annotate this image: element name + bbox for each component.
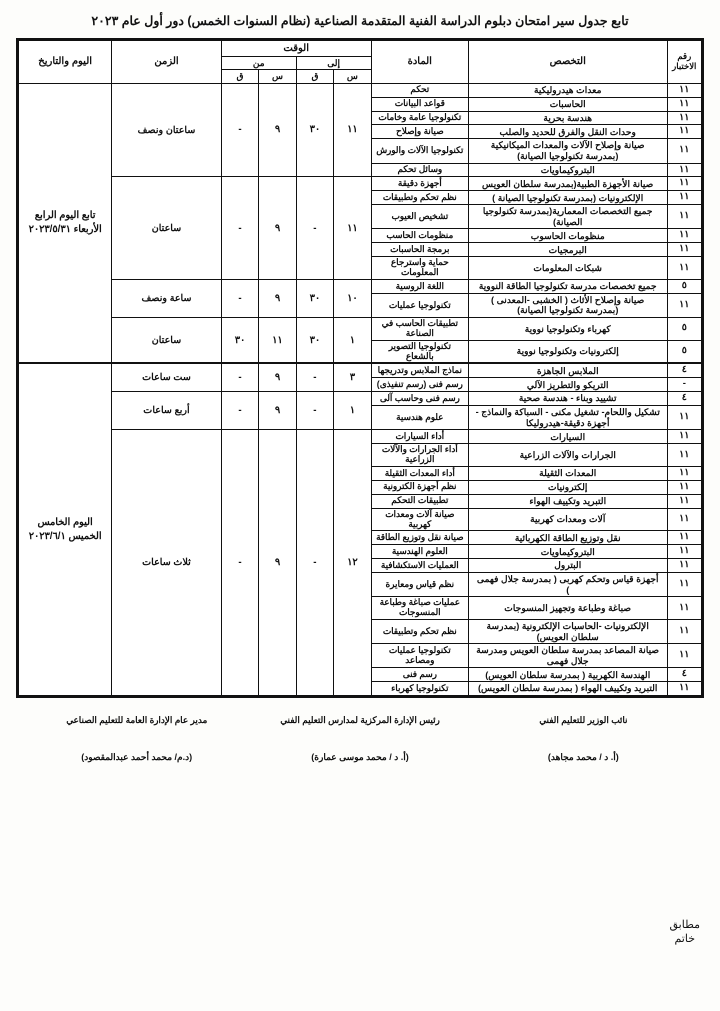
signature-title-2: نائب الوزير للتعليم الفني <box>539 715 628 726</box>
header-duration: الزمن <box>112 40 221 83</box>
cell-serial: ١١ <box>667 243 701 257</box>
cell-to-min: - <box>296 392 333 430</box>
cell-serial: ١١ <box>667 293 701 317</box>
cell-subject: صيانة نقل وتوزيع الطاقة <box>371 531 468 545</box>
cell-serial: ١١ <box>667 559 701 573</box>
signature-block-2 <box>475 712 692 766</box>
cell-subject: أداء المعدات الثقيلة <box>371 466 468 480</box>
cell-from-hour: ٩ <box>259 279 296 317</box>
cell-subject: تحكم <box>371 83 468 97</box>
cell-subject: العمليات الاستكشافية <box>371 559 468 573</box>
cell-to-min: - <box>296 177 333 280</box>
cell-subject: نظم قياس ومعايرة <box>371 573 468 597</box>
cell-specialization: الهندسة الكهربية ( بمدرسة سلطان العويس) <box>468 668 667 682</box>
cell-specialization: إلكترونيات <box>468 480 667 494</box>
table-head <box>19 40 702 83</box>
cell-serial: ١١ <box>667 205 701 229</box>
cell-from-min: - <box>221 83 258 177</box>
cell-to-min: ٣٠ <box>296 318 333 364</box>
cell-specialization: تشييد وبناء - هندسة صحية <box>468 392 667 406</box>
cell-duration: ساعتان ونصف <box>112 83 221 177</box>
cell-subject: نظم تحكم وتطبيقات <box>371 191 468 205</box>
cell-subject: تكنولوجيا التصوير بالشعاع <box>371 340 468 363</box>
cell-specialization: شبكات المعلومات <box>468 257 667 280</box>
header-from-min: ق <box>221 70 258 83</box>
cell-subject: وسائل تحكم <box>371 163 468 177</box>
cell-specialization: صيانة وإصلاح الأثاث ( الخشبى -المعدنى ) (بمدرسة تكنولوجيا الصيانة) <box>468 293 667 317</box>
cell-serial: ١١ <box>667 257 701 280</box>
cell-serial: ١١ <box>667 139 701 163</box>
cell-serial: - <box>667 378 701 392</box>
header-specialization: التخصص <box>468 40 667 83</box>
cell-from-min: - <box>221 392 258 430</box>
cell-serial: ١١ <box>667 111 701 125</box>
header-subject: المادة <box>371 40 468 83</box>
table-row <box>19 392 702 406</box>
page-title: تابع جدول سير امتحان دبلوم الدراسة الفنية المتقدمة الصناعية (نظام السنوات الخمس) دور أول عام ٢٠٢٣ <box>91 14 629 28</box>
cell-specialization: المعدات الثقيلة <box>468 466 667 480</box>
header-time-from: من <box>221 57 296 70</box>
cell-specialization: آلات ومعدات كهربية <box>468 508 667 531</box>
cell-serial: ١١ <box>667 406 701 430</box>
cell-from-hour: ٩ <box>259 430 296 696</box>
cell-serial: ١١ <box>667 573 701 597</box>
header-time: الوقت <box>221 40 371 57</box>
signature-block-1 <box>251 712 468 766</box>
cell-from-hour: ١١ <box>259 318 296 364</box>
table-row <box>19 318 702 341</box>
cell-serial: ١١ <box>667 83 701 97</box>
cell-specialization: منظومات الحاسوب <box>468 229 667 243</box>
cell-specialization: أجهزة قياس وتحكم كهربى ( بمدرسة جلال فهمى ) <box>468 573 667 597</box>
header-to-hour: س <box>334 70 371 83</box>
cell-subject: تكنولوجيا عامة وخامات <box>371 111 468 125</box>
cell-to-hour: ١٠ <box>334 279 371 317</box>
cell-day: اليوم الخامس الخميس ٢٠٢٣/٦/١ <box>19 363 112 695</box>
cell-duration: ثلاث ساعات <box>112 430 221 696</box>
cell-serial: ١١ <box>667 597 701 620</box>
cell-subject: رسم فنى وحاسب آلى <box>371 392 468 406</box>
cell-day: تابع اليوم الرابع الأربعاء ٢٠٢٣/٥/٣١ <box>19 83 112 363</box>
cell-subject: صيانة آلات ومعدات كهربية <box>371 508 468 531</box>
signature-block-0 <box>28 712 245 766</box>
cell-duration: ست ساعات <box>112 363 221 391</box>
cell-to-min: ٣٠ <box>296 83 333 177</box>
cell-duration: ساعتان <box>112 177 221 280</box>
table-row <box>19 177 702 191</box>
cell-to-min: - <box>296 363 333 391</box>
cell-subject: أداء الجرارات والآلات الزراعية <box>371 444 468 467</box>
stamp-line-1: مطابق <box>669 919 700 931</box>
cell-subject: أجهزة دقيقة <box>371 177 468 191</box>
cell-specialization: الحاسبات <box>468 97 667 111</box>
cell-subject: نماذج الملابس وتدريجها <box>371 363 468 377</box>
cell-serial: ١١ <box>667 430 701 444</box>
cell-specialization: تشكيل واللحام- تشغيل مكنى - السباكة والنماذج - أجهزة دقيقة-هيدروليكا <box>468 406 667 430</box>
cell-from-hour: ٩ <box>259 392 296 430</box>
cell-serial: ٤ <box>667 363 701 377</box>
cell-serial: ١١ <box>667 531 701 545</box>
cell-specialization: صباغة وطباعة وتجهيز المنسوجات <box>468 597 667 620</box>
cell-serial: ١١ <box>667 163 701 177</box>
cell-subject: تكنولوجيا عمليات ومصاعد <box>371 644 468 668</box>
cell-from-min: - <box>221 363 258 391</box>
header-to-min: ق <box>296 70 333 83</box>
cell-specialization: نقل وتوزيع الطاقة الكهربائية <box>468 531 667 545</box>
cell-specialization: البتروكيماويات <box>468 163 667 177</box>
cell-to-hour: ١٢ <box>334 430 371 696</box>
cell-specialization: هندسة بحرية <box>468 111 667 125</box>
cell-subject: نظم تحكم وتطبيقات <box>371 620 468 644</box>
cell-specialization: صيانة الأجهزة الطبية(بمدرسة سلطان العويس <box>468 177 667 191</box>
cell-from-min: - <box>221 430 258 696</box>
cell-specialization: التبريد وتكييف الهواء <box>468 494 667 508</box>
header-from-hour: س <box>259 70 296 83</box>
signature-title-0: مدير عام الإدارة العامة للتعليم الصناعي <box>66 715 208 726</box>
cell-serial: ١١ <box>667 620 701 644</box>
cell-serial: ١١ <box>667 644 701 668</box>
cell-from-hour: ٩ <box>259 177 296 280</box>
cell-specialization: صيانة المصاعد بمدرسة سلطان العويس ومدرسة جلال فهمى <box>468 644 667 668</box>
cell-subject: أداء السيارات <box>371 430 468 444</box>
table-header-row-1 <box>19 40 702 57</box>
cell-serial: ١١ <box>667 229 701 243</box>
cell-specialization: معدات هيدروليكية <box>468 83 667 97</box>
cell-duration: أربع ساعات <box>112 392 221 430</box>
cell-subject: حماية واسترجاع المعلومات <box>371 257 468 280</box>
exam-schedule-table <box>18 40 702 697</box>
cell-subject: برمجة الحاسبات <box>371 243 468 257</box>
cell-serial: ٥ <box>667 279 701 293</box>
cell-specialization: الملابس الجاهزة <box>468 363 667 377</box>
cell-subject: علوم هندسية <box>371 406 468 430</box>
cell-from-hour: ٩ <box>259 363 296 391</box>
cell-specialization: البتروكيماويات <box>468 545 667 559</box>
table-row <box>19 363 702 377</box>
cell-subject: اللغة الروسية <box>371 279 468 293</box>
cell-subject: تطبيقات التحكم <box>371 494 468 508</box>
signature-name-0: (د.م/ محمد أحمد عبدالمقصود) <box>81 751 193 762</box>
cell-subject: قواعد البيانات <box>371 97 468 111</box>
cell-to-min: ٣٠ <box>296 279 333 317</box>
signature-title-1: رئيس الإدارة المركزية لمدارس التعليم الفني <box>280 715 440 726</box>
cell-serial: ١١ <box>667 97 701 111</box>
cell-to-hour: ١١ <box>334 83 371 177</box>
cell-serial: ١١ <box>667 177 701 191</box>
header-time-to: إلى <box>296 57 371 70</box>
cell-subject: نظم أجهزة الكترونية <box>371 480 468 494</box>
cell-serial: ١١ <box>667 545 701 559</box>
cell-from-min: - <box>221 279 258 317</box>
header-serial: رقم الاختبار <box>667 40 701 83</box>
cell-to-hour: ١ <box>334 318 371 364</box>
cell-serial: ١١ <box>667 125 701 139</box>
cell-specialization: السيارات <box>468 430 667 444</box>
table-body <box>19 83 702 696</box>
cell-to-hour: ١ <box>334 392 371 430</box>
cell-duration: ساعة ونصف <box>112 279 221 317</box>
cell-serial: ١١ <box>667 466 701 480</box>
stamp-line-2: خاتم <box>674 933 696 946</box>
cell-subject: تشخيص العيوب <box>371 205 468 229</box>
signature-row <box>28 712 692 766</box>
cell-specialization: الإلكترونيات -الحاسبات الإلكترونية (بمدرسة سلطان العويس) <box>468 620 667 644</box>
cell-subject: صيانة وإصلاح <box>371 125 468 139</box>
cell-specialization: الإلكترونيات (بمدرسة تكنولوجيا الصيانة ) <box>468 191 667 205</box>
cell-to-hour: ٣ <box>334 363 371 391</box>
cell-subject: تكنولوجيا الآلات والورش <box>371 139 468 163</box>
cell-subject: منظومات الحاسب <box>371 229 468 243</box>
cell-subject: تكنولوجيا عمليات <box>371 293 468 317</box>
cell-specialization: التبريد وتكييف الهواء ( بمدرسة سلطان العويس) <box>468 682 667 696</box>
cell-subject: تكنولوجيا كهرباء <box>371 682 468 696</box>
cell-serial: ٤ <box>667 392 701 406</box>
cell-subject: رسم فنى (رسم تنفيذى) <box>371 378 468 392</box>
cell-serial: ١١ <box>667 191 701 205</box>
cell-serial: ٤ <box>667 668 701 682</box>
header-day: اليوم والتاريخ <box>19 40 112 83</box>
official-stamp <box>669 918 700 947</box>
cell-subject: رسم فنى <box>371 668 468 682</box>
cell-specialization: البترول <box>468 559 667 573</box>
exam-schedule-table-wrapper <box>16 38 704 699</box>
cell-serial: ١١ <box>667 682 701 696</box>
cell-serial: ١١ <box>667 480 701 494</box>
cell-subject: العلوم الهندسية <box>371 545 468 559</box>
cell-specialization: جميع تخصصات مدرسة تكنولوجيا الطاقة النووية <box>468 279 667 293</box>
cell-to-min: - <box>296 430 333 696</box>
cell-serial: ١١ <box>667 444 701 467</box>
signature-name-2: (أ. د / محمد مجاهد) <box>547 751 619 762</box>
cell-serial: ٥ <box>667 340 701 363</box>
cell-specialization: البرمجيات <box>468 243 667 257</box>
signature-name-1: (أ. د / محمد موسى عمارة) <box>311 751 409 762</box>
cell-specialization: جميع التخصصات المعمارية(بمدرسة تكنولوجيا الصيانة) <box>468 205 667 229</box>
cell-subject: تطبيقات الحاسب في الصناعة <box>371 318 468 341</box>
cell-specialization: كهرباء وتكنولوجيا نووية <box>468 318 667 341</box>
cell-to-hour: ١١ <box>334 177 371 280</box>
table-row <box>19 83 702 97</box>
cell-from-min: - <box>221 177 258 280</box>
cell-serial: ١١ <box>667 508 701 531</box>
cell-serial: ١١ <box>667 494 701 508</box>
table-row <box>19 279 702 293</box>
cell-specialization: التريكو والتطريز الآلي <box>468 378 667 392</box>
cell-serial: ٥ <box>667 318 701 341</box>
cell-from-hour: ٩ <box>259 83 296 177</box>
cell-specialization: إلكترونيات وتكنولوجيا نووية <box>468 340 667 363</box>
table-row <box>19 430 702 444</box>
cell-specialization: وحدات النقل والفرق للحديد والصلب <box>468 125 667 139</box>
cell-specialization: صيانة وإصلاح الآلات والمعدات الميكانيكية (بمدرسة تكنولوجيا الصيانة) <box>468 139 667 163</box>
cell-subject: عمليات صباغة وطباعة المنسوجات <box>371 597 468 620</box>
cell-from-min: ٣٠ <box>221 318 258 364</box>
cell-specialization: الجرارات والآلات الزراعية <box>468 444 667 467</box>
cell-duration: ساعتان <box>112 318 221 364</box>
